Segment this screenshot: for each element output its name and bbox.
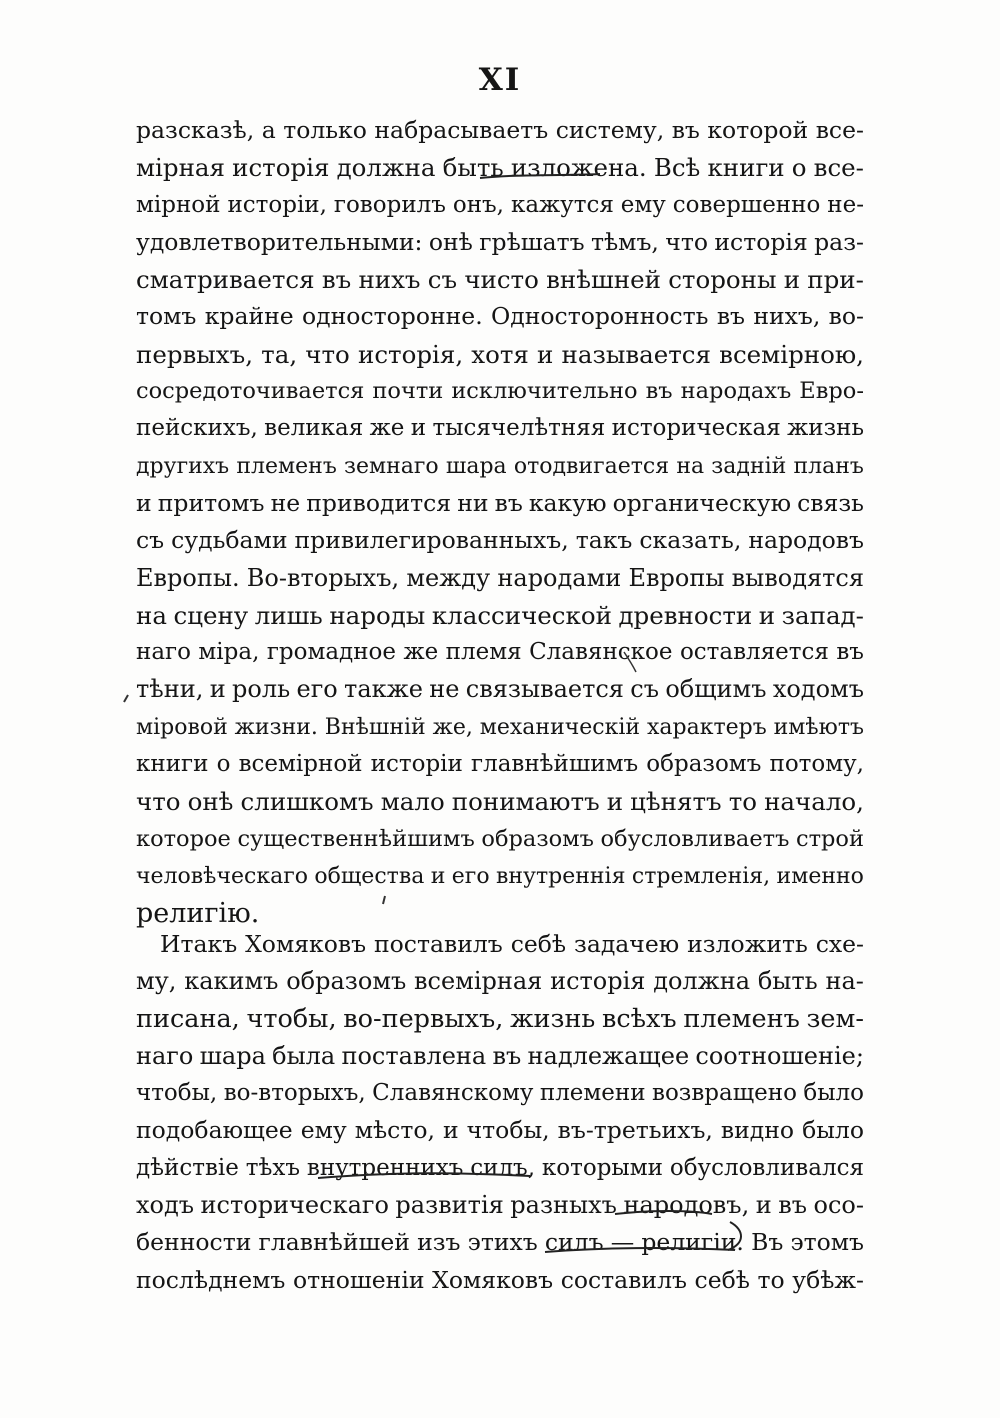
word: религіи. [641,1228,744,1257]
word: стороны [668,265,777,295]
word: механическій [479,714,641,740]
word: тѣмъ, [591,227,659,256]
word: а [261,116,276,144]
word: внутреннія [495,863,626,889]
word: нихъ [358,265,421,295]
word: ему [300,1116,347,1145]
word: сматривается [136,265,315,295]
word: набрасываетъ [374,116,549,144]
word: всемірная [414,967,543,996]
word: планъ [793,453,864,479]
word: исторія [550,967,646,996]
text-line [136,261,864,298]
word: въ [645,378,673,405]
word: что [305,339,350,369]
word: схе- [815,930,864,958]
word: Въ [751,1228,784,1257]
word: во-вторыхъ, [223,1080,366,1107]
word: его [451,863,490,889]
word: и [783,265,801,295]
word: говорилъ [333,191,446,218]
paragraph-1 [136,112,864,933]
word: Славянское [529,639,673,666]
word: не [270,488,301,517]
word: наго [136,1041,194,1070]
margin-tick-mark [124,695,128,702]
word: между [406,563,491,592]
word: удовлетворительными: [136,227,423,256]
word: Всѣ [653,153,701,183]
word: органическую [612,488,792,517]
word: великая [264,415,364,442]
word: другихъ [136,453,230,479]
word: съ [136,526,165,555]
word: только [283,116,367,144]
word: Хомяковъ [245,930,367,958]
text-line [136,1075,864,1112]
word: быть [442,153,504,183]
word: съ [630,675,659,704]
word: чтобы, [466,1116,550,1145]
word: общества [314,863,425,889]
text-line [136,1187,864,1224]
word: міровой [136,714,228,740]
text-line [136,187,864,224]
word: изъ [417,1228,461,1257]
word: та, [261,339,298,369]
word: исключительно [451,378,638,405]
text-line [136,1038,864,1075]
word: связь [797,488,864,517]
word: потому, [769,751,864,778]
word: должна [336,153,436,183]
word: въ [716,302,745,331]
paragraph-2 [136,926,864,1299]
word: ему [620,191,666,218]
word: и [410,415,427,442]
word: мало [380,787,445,817]
text-line [136,963,864,1000]
word: односторонне. [302,302,483,331]
word: совершенно [672,191,821,218]
word: народами [497,563,622,592]
word: не [429,675,460,704]
word: притомъ [157,488,265,517]
word: нихъ, [753,302,821,331]
text-line [136,485,864,522]
text-line [136,1224,864,1261]
text-line [136,410,864,447]
word: что [665,227,708,256]
text-line [136,709,864,746]
word: такъ [575,526,633,555]
word: составилъ [560,1265,687,1294]
word: и [442,1116,459,1145]
word: какую [528,488,607,517]
word: земнаго [344,453,439,479]
text-line [136,783,864,820]
word: главнѣйшимъ [471,751,639,778]
word: о [216,751,231,778]
word: и [755,1191,772,1220]
word: видно [720,1116,795,1145]
word: зем- [806,1003,864,1034]
word: племя [445,639,522,666]
word: на [136,600,167,630]
text-line [136,634,864,671]
word: въ [778,1191,807,1220]
word: общимъ [665,675,767,704]
word: писана, [136,1003,240,1034]
word: всемірной [238,751,363,778]
word: народовъ, [623,1191,750,1220]
word: характеръ [646,714,767,740]
word: себѣ [694,1265,750,1294]
word: связывается [465,675,624,704]
word: же [369,415,405,442]
word: изложить [687,930,808,958]
word: этомъ [790,1228,864,1257]
word: первыхъ, [136,339,253,369]
word: мѣсто, [354,1116,435,1145]
word: Евро- [799,378,864,405]
word: Итакъ [160,930,238,958]
text-line [136,1262,864,1299]
word: историческаго [200,1191,389,1220]
word: систему, [555,116,665,144]
word: было [803,1080,864,1107]
word: обусловливаетъ [600,825,790,852]
word: задачею [574,930,680,958]
word: въ-третьихъ, [557,1116,713,1145]
word: сказать, [639,526,742,555]
word: классической [431,600,612,630]
word: отношеніи [292,1265,425,1294]
word: громадное [266,639,397,666]
word: цѣнятъ [630,787,722,817]
text-line [136,926,864,963]
word: все- [815,116,864,144]
word: Хомяковъ [432,1265,554,1294]
word: при- [807,265,864,295]
word: народы [329,600,426,630]
word: какимъ [184,967,279,996]
text-line [136,597,864,634]
word: исторіи [370,751,463,778]
word: о [791,153,807,183]
word: силъ, [470,1154,536,1181]
word: должна [653,967,751,996]
word: приводится [306,488,452,517]
word: племенъ [236,453,337,479]
word: подобающее [136,1116,293,1145]
word: выводятся [731,563,864,592]
word: Односторонность [491,302,709,331]
word: Европы. [136,563,240,592]
text-line [136,821,864,858]
word: Европы [628,563,725,592]
word: — [610,1228,635,1257]
word: понимаютъ [451,787,600,817]
text-line [136,336,864,373]
word: мірной [136,191,221,218]
word: въ [321,265,352,295]
word: возвращено [652,1080,797,1107]
word: себѣ [510,930,567,958]
word: поставилъ [374,930,503,958]
word: и [430,863,446,889]
word: въ [492,1041,522,1070]
word: исторіи, [227,191,327,218]
word: тѣхъ [245,1154,300,1181]
word: поставлена [341,1041,487,1070]
word: изложена. [510,153,647,183]
word: міра, [198,639,260,666]
word: образомъ [286,967,407,996]
word: въ [836,639,864,666]
word: шара [199,1041,266,1070]
word: грѣшатъ [479,227,585,256]
word: томъ [136,302,197,331]
word: надлежащее [527,1041,690,1070]
word: наго [136,639,191,666]
text-line [136,671,864,708]
word: называется [561,339,711,369]
word: слишкомъ [240,787,374,817]
text-line [136,373,864,410]
word: то [757,1265,785,1294]
word: и [758,600,776,630]
word: же [403,639,439,666]
word: внѣшней [546,265,661,295]
word: все- [813,153,864,183]
word: тѣни, [136,675,204,704]
word: образомъ [646,751,762,778]
word: образомъ [481,825,594,852]
word: задній [711,453,787,479]
word: Славянскому [372,1080,534,1107]
text-line [136,149,864,186]
word: сосредоточивается [136,378,365,405]
word: ни [457,488,489,517]
word: лишь [254,600,323,630]
word: которыми [541,1154,663,1181]
word: въ [494,488,523,517]
word: жизнь [787,415,864,442]
word: главнѣйшей [258,1228,410,1257]
word: книги [136,751,209,778]
word: исторія, [357,339,464,369]
word: которой [707,116,809,144]
text-line [136,746,864,783]
word: сцену [173,600,249,630]
word: древности [618,600,753,630]
word: существеннѣйшимъ [237,825,475,852]
word: быть [757,967,818,996]
word: исторія [714,227,808,256]
word: народахъ [680,378,792,405]
word: чтобы, [246,1003,337,1034]
word: и [209,675,226,704]
text-line [136,224,864,261]
word: и [136,488,152,517]
word: и [537,339,554,369]
word: ходъ [136,1191,195,1220]
word: роль [232,675,291,704]
word: и [606,787,624,817]
word: что [136,787,181,817]
word: внутреннихъ [306,1154,464,1181]
word: убѣж- [792,1265,864,1294]
word: было [802,1116,864,1145]
text-line [136,298,864,335]
word: книги [707,153,785,183]
word: онѣ [428,227,473,256]
word: то [728,787,758,817]
word: на [676,453,705,479]
word: Во-вторыхъ, [246,563,400,592]
word: пейскихъ, [136,415,258,442]
word: разсказѣ, [136,116,255,144]
word: во- [828,302,864,331]
text-line [136,1112,864,1149]
word: въ [671,116,700,144]
word: чисто [464,265,539,295]
word: оставляется [679,639,829,666]
word: развитія [395,1191,504,1220]
word: Внѣшній [324,714,426,740]
word: имѣютъ [773,714,864,740]
word: раз- [814,227,864,256]
word: съ [427,265,458,295]
word: же, [432,714,473,740]
word: крайне [204,302,294,331]
word: племени [539,1080,646,1107]
word: строй [795,825,864,852]
word: не- [827,191,864,218]
word: жизни. [234,714,318,740]
word: начало, [764,787,864,817]
text-line [136,112,864,149]
word: онъ, [452,191,504,218]
word: во-первыхъ, [343,1003,504,1034]
word: жизнь [510,1003,596,1034]
word: чтобы, [136,1080,218,1107]
word: племенъ [683,1003,800,1034]
word: бенности [136,1228,252,1257]
text-line [136,858,864,895]
word: почти [372,378,444,405]
word: была [272,1041,336,1070]
word: разныхъ [510,1191,617,1220]
word: силъ [544,1228,604,1257]
word: которое [136,825,231,852]
word: хотя [471,339,529,369]
word: обусловливался [669,1154,864,1181]
word: всемірною, [719,339,864,369]
text-line [136,1001,864,1038]
word: на- [825,967,864,996]
word: человѣческаго [136,863,308,889]
word: всѣхъ [602,1003,677,1034]
word: народовъ [748,526,864,555]
word: послѣднемъ [136,1265,286,1294]
word: этихъ [467,1228,538,1257]
word: стремленія, [631,863,771,889]
word: кажутся [510,191,614,218]
word: му, [136,967,177,996]
word: отодвигается [513,453,670,479]
word: дѣйствіе [136,1154,239,1181]
word: мірная [136,153,225,183]
page-number: XI [478,62,522,98]
word: ходомъ [772,675,864,704]
word: тысячелѣтняя [432,415,606,442]
text-line [136,522,864,559]
word: шара [445,453,507,479]
word: историческая [611,415,781,442]
word: привилегированныхъ, [294,526,569,555]
word: запад- [781,600,864,630]
text-line [136,448,864,485]
word: судьбами [171,526,288,555]
word: религію. [136,898,260,930]
word: также [344,675,423,704]
text-line [136,560,864,597]
word: именно [776,863,864,889]
word: осо- [813,1191,864,1220]
word: онѣ [187,787,234,817]
word: соотношеніе; [695,1041,864,1070]
text-line [136,1150,864,1187]
word: исторія [232,153,330,183]
word: его [296,675,338,704]
